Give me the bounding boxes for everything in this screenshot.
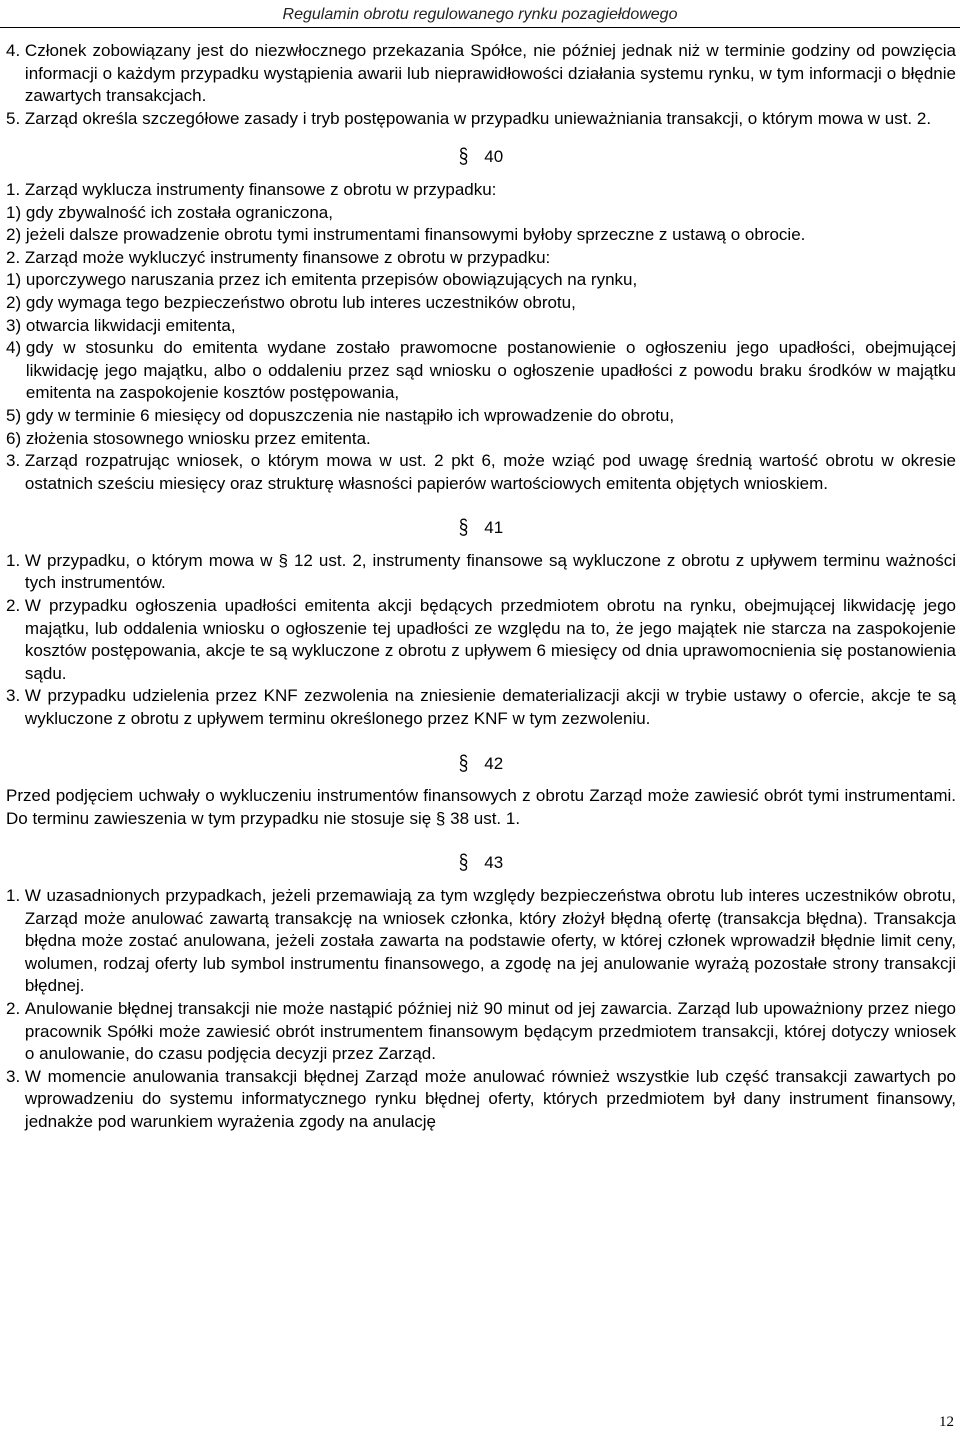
item-number: 6) [6,428,22,448]
s41-paragraph-3 [6,685,956,730]
paragraph-number: 2. [6,247,21,267]
s42-paragraph [6,785,956,830]
item-number: 5) [6,405,22,425]
item-number: 2) [6,225,22,245]
section-number: 40 [484,147,504,167]
item-text: gdy w terminie 6 miesięcy od dopuszczenia nie nastąpiło ich wprowadzenie do obrotu, [25,405,675,425]
page-number: 12 [939,1414,954,1430]
item-number: 3) [6,315,22,335]
s41-paragraph-2 [6,595,956,685]
header-rule [0,27,960,28]
document-body [6,40,956,1134]
paragraph-text-part: W przypadku, o którym mowa w [24,550,273,570]
section-sign: § [458,144,469,169]
paragraph-text: Zarząd określa szczegółowe zasady i tryb postępowania w przypadku unieważniania transakcji, o którym mowa w ust. 2. [24,108,932,128]
s40-p2-item-4 [6,337,956,405]
s40-p1-item-2 [6,224,956,247]
section-number: 42 [484,753,504,773]
item-number: 1) [6,202,22,222]
paragraph-text-part: 12 ust. 2, instrumenty finansowe są wykluczone z obrotu z upływem terminu ważności tych instrumentów. [24,550,956,593]
paragraph-4 [6,40,956,108]
section-sign: § [458,850,469,875]
paragraph-number: 4. [6,41,21,60]
page-header: Regulamin obrotu regulowanego rynku pozagiełdowego [282,6,678,23]
paragraph-text: W momencie anulowania transakcji błędnej Zarząd może anulować również wszystkie lub część transakcji zawartych po wprowadzeniu do systemu informatycznego rynku błędnej oferty, których przedmiotem był dany instrument finansowy, jednakże pod warunkiem wyrażenia zgody na anulację [24,1066,956,1131]
item-text: złożenia stosownego wniosku przez emitenta. [25,428,371,448]
section-number: 41 [484,518,504,538]
paragraph-text: Członek zobowiązany jest do niezwłocznego przekazania Spółce, nie później jednak niż w terminie godziny od powzięcia informacji o każdym przypadku wystąpienia awarii lub nieprawidłowości działania systemu rynku, w tym informacji o błędnie zawartych transakcjach. [24,41,956,106]
paragraph-text: W przypadku ogłoszenia upadłości emitenta akcji będących przedmiotem obrotu na rynku, obejmującej likwidację jego majątku, lub oddalenia wniosku o ogłoszenie tej upadłości ze względu na to, że jego majątek nie starcza na zaspokojenie kosztów postępowania, akcje te są wykluczone z obrotu z upływem 6 miesięcy od dnia uprawomocnienia się postanowienia sądu. [24,596,956,683]
s43-paragraph-3 [6,1066,956,1134]
item-text: uporczywego naruszania przez ich emitenta przepisów obowiązujących na rynku, [25,270,638,290]
paragraph-number: 2. [6,596,21,616]
s40-p2-item-1 [6,269,956,292]
section-sign: § [435,808,446,828]
section-sign: § [458,751,469,775]
paragraph-text: Zarząd może wykluczyć instrumenty finansowe z obrotu w przypadku: [24,247,551,267]
item-number: 1) [6,270,22,290]
paragraph-number: 1. [6,550,21,570]
section-heading-40 [6,146,956,169]
item-text: gdy zbywalność ich została ograniczona, [25,202,333,222]
paragraph-number: 1. [6,886,21,905]
section-heading-42 [6,753,956,776]
s43-paragraph-2 [6,998,956,1066]
section-sign: § [278,550,288,570]
paragraph-text-part: 38 ust. 1. [450,808,521,828]
item-text: gdy w stosunku do emitenta wydane zostało prawomocne postanowienie o ogłoszeniu jego upadłości, obejmującej likwidację jego majątku, albo o oddaleniu przez sąd wniosku o ogłoszenie upadłości z powodu braku środków w majątku emitenta na zaspokojenie kosztów postępowania, [25,338,956,403]
paragraph-text-part: Przed podjęciem uchwały o wykluczeniu instrumentów finansowych z obrotu Zarząd może zawiesić obrót tymi instrumentami. Do terminu zawieszenia w tym przypadku nie stosuje się [6,786,956,828]
s40-p1-item-1 [6,202,956,225]
s40-p2-item-5 [6,405,956,428]
paragraph-text: W przypadku udzielenia przez KNF zezwolenia na zniesienie dematerializacji akcji w trybie ustawy o ofercie, akcje te są wykluczone z obrotu z upływem terminu określonego przez KNF w tym zezwoleniu. [24,686,956,729]
s40-paragraph-3 [6,450,956,495]
paragraph-number: 5. [6,108,21,128]
paragraph-text: Anulowanie błędnej transakcji nie może nastąpić później niż 90 minut od jej zawarcia. Zarząd lub upoważniony przez niego pracownik Spółki może zawiesić obrót instrumentem finansowym będącym przedmiotem transakcji, której dotyczy wniosek o anulowanie, do czasu podjęcia decyzji przez Zarząd. [24,998,956,1064]
item-text: jeżeli dalsze prowadzenie obrotu tymi instrumentami finansowymi byłoby sprzeczne z ustawą o obrocie. [25,225,806,245]
paragraph-number: 3. [6,451,21,471]
paragraph-text: Zarząd wyklucza instrumenty finansowe z obrotu w przypadku: [24,179,497,199]
paragraph-text: W uzasadnionych przypadkach, jeżeli przemawiają za tym względy bezpieczeństwa obrotu lub interes uczestników obrotu, Zarząd może anulować zawartą transakcję na wniosek członka, który złożył błędną ofertę (transakcja błędna). Transakcja błędna może zostać anulowana, jeżeli została zawarta na podstawie oferty, w której członek wprowadził błędnie limit ceny, wolumen, rodzaj oferty lub symbol instrumentu finansowego, a zgodę na jej anulowanie wyrażą pozostałe strony transakcji błędnej. [24,886,956,996]
section-heading-41 [6,517,956,540]
paragraph-text: Zarząd rozpatrując wniosek, o którym mowa w ust. 2 pkt 6, może wziąć pod uwagę średnią wartość obrotu w okresie ostatnich sześciu miesięcy oraz strukturę własności papierów wartościowych emitenta objętych wnioskiem. [24,451,956,493]
section-sign: § [458,515,469,540]
section-heading-43 [6,852,956,875]
s40-paragraph-1 [6,179,956,202]
paragraph-number: 1. [6,179,21,199]
paragraph-number: 2. [6,998,21,1018]
paragraph-number: 3. [6,686,21,706]
s40-p2-item-2 [6,292,956,315]
s40-p2-item-6 [6,428,956,451]
paragraph-number: 3. [6,1066,21,1086]
item-number: 2) [6,292,22,312]
item-text: gdy wymaga tego bezpieczeństwo obrotu lub interes uczestników obrotu, [25,292,576,312]
paragraph-text [25,550,956,595]
s43-paragraph-1 [6,885,956,998]
item-number: 4) [6,338,22,358]
item-text: otwarcia likwidacji emitenta, [25,315,236,335]
s40-p2-item-3 [6,315,956,338]
paragraph-5 [6,108,956,131]
s40-paragraph-2 [6,247,956,270]
section-number: 43 [484,853,504,873]
s41-paragraph-1 [6,550,956,595]
